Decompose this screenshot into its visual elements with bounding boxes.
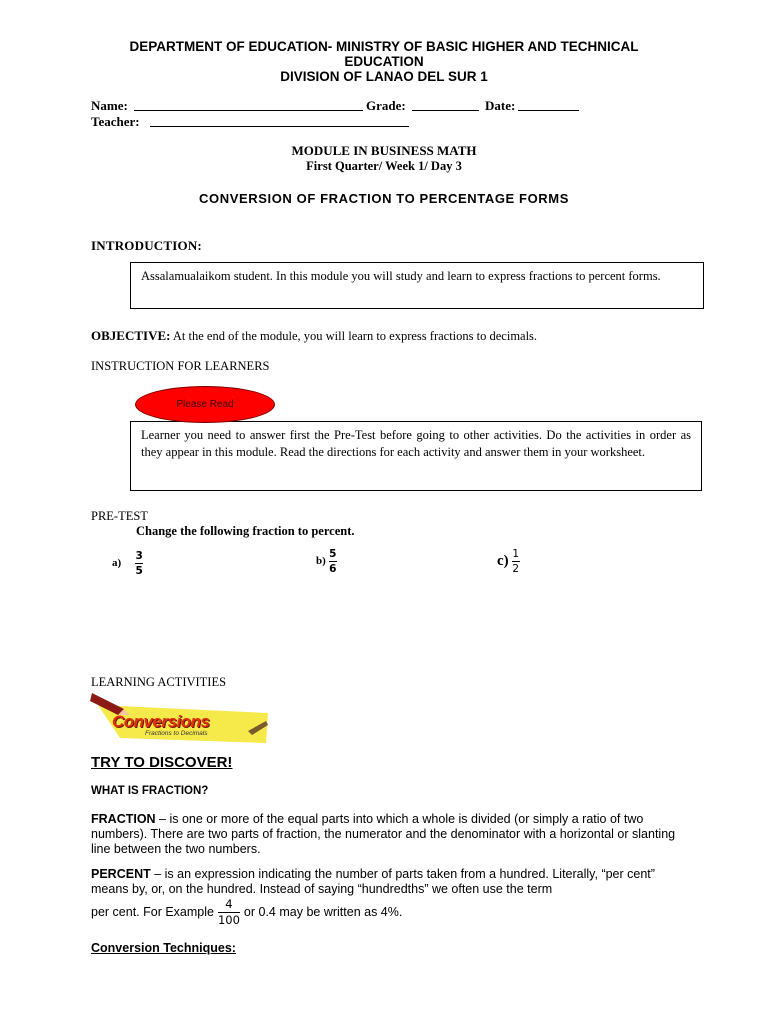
fraction-bar [512, 561, 520, 562]
learning-heading: LEARNING ACTIVITIES [91, 675, 227, 689]
module-title: MODULE IN BUSINESS MATH [291, 143, 477, 158]
percent-example-prefix: per cent. For Example [91, 904, 214, 919]
example-fraction [218, 898, 240, 927]
teacher-label: Teacher: [91, 114, 140, 129]
numerator: 1 [512, 547, 519, 560]
date-label: Date: [485, 98, 516, 113]
numerator: 4 [225, 896, 233, 911]
name-label: Name: [91, 98, 128, 113]
denominator: 2 [512, 562, 519, 575]
header-department: DEPARTMENT OF EDUCATION- MINISTRY OF BASIC HIGHER AND TECHNICAL [129, 39, 639, 54]
denominator: 5 [135, 564, 143, 577]
date-blank [518, 100, 579, 111]
denominator: 6 [329, 562, 337, 575]
module-subtitle: First Quarter/ Week 1/ Day 3 [306, 159, 462, 173]
percent-example-suffix: or 0.4 may be written as 4%. [243, 904, 403, 919]
discover-heading: TRY TO DISCOVER! [91, 754, 233, 771]
fraction [329, 548, 337, 575]
instruction-heading: INSTRUCTION FOR LEARNERS [91, 359, 270, 373]
item-label: a) [112, 557, 122, 569]
denominator: 100 [217, 912, 240, 927]
grade-blank [412, 100, 479, 111]
fraction [135, 550, 143, 577]
numerator: 3 [135, 549, 143, 562]
logo-text: Conversions [112, 712, 210, 731]
pretest-direction: Change the following fraction to percent. [136, 524, 355, 538]
instruction-box [130, 421, 702, 491]
conversions-logo [90, 691, 270, 747]
item-label: c) [497, 552, 509, 569]
header-division: DIVISION OF LANAO DEL SUR 1 [280, 69, 488, 84]
fraction-term: FRACTION [91, 812, 156, 826]
header-education: EDUCATION [344, 54, 424, 69]
fraction-definition [91, 812, 691, 857]
numerator: 5 [329, 547, 337, 560]
introduction-heading: INTRODUCTION: [91, 238, 202, 253]
percent-definition [91, 867, 691, 897]
objective-line [91, 328, 537, 344]
techniques-heading: Conversion Techniques: [91, 941, 236, 955]
fraction-bar [135, 563, 143, 564]
percent-text: – is an expression indicating the number of parts taken from a hundred. Literally, “per cent” means by, or, on the hundred. Instead of saying “hundredths” we often use the term [91, 867, 655, 896]
instruction-text: Learner you need to answer first the Pre-Test before going to other activities. Do the activities in order as they appear in this module. Read the directions for each activity and answer them in your worksheet. [141, 428, 691, 459]
item-label: b) [316, 555, 326, 567]
objective-text: At the end of the module, you will learn to express fractions to decimals. [170, 329, 538, 343]
grade-label: Grade: [366, 98, 406, 113]
percent-term: PERCENT [91, 867, 151, 881]
please-read-badge: Please Read [135, 386, 275, 423]
teacher-blank [150, 116, 409, 127]
objective-label: OBJECTIVE: [91, 328, 171, 343]
name-blank [134, 100, 363, 111]
lesson-title: CONVERSION OF FRACTION TO PERCENTAGE FORMS [199, 191, 569, 206]
introduction-text: Assalamualaikom student. In this module you will study and learn to express fractions to percent forms. [141, 269, 661, 283]
fraction [512, 548, 520, 575]
fraction-bar [329, 561, 337, 562]
fraction-question: WHAT IS FRACTION? [91, 785, 209, 797]
pretest-item-b [316, 546, 337, 576]
logo-subtext: Fractions to Decimals [145, 730, 208, 737]
percent-example [91, 894, 402, 930]
pretest-item-a [112, 548, 143, 578]
pretest-heading: PRE-TEST [91, 509, 148, 523]
introduction-box [130, 262, 704, 309]
pretest-item-c [497, 546, 520, 576]
fraction-text: – is one or more of the equal parts into which a whole is divided (or simply a ratio of two numbers). There are two parts of fraction, the numerator and the denominator with a horizontal or slanting line between the two numbers. [91, 812, 676, 856]
